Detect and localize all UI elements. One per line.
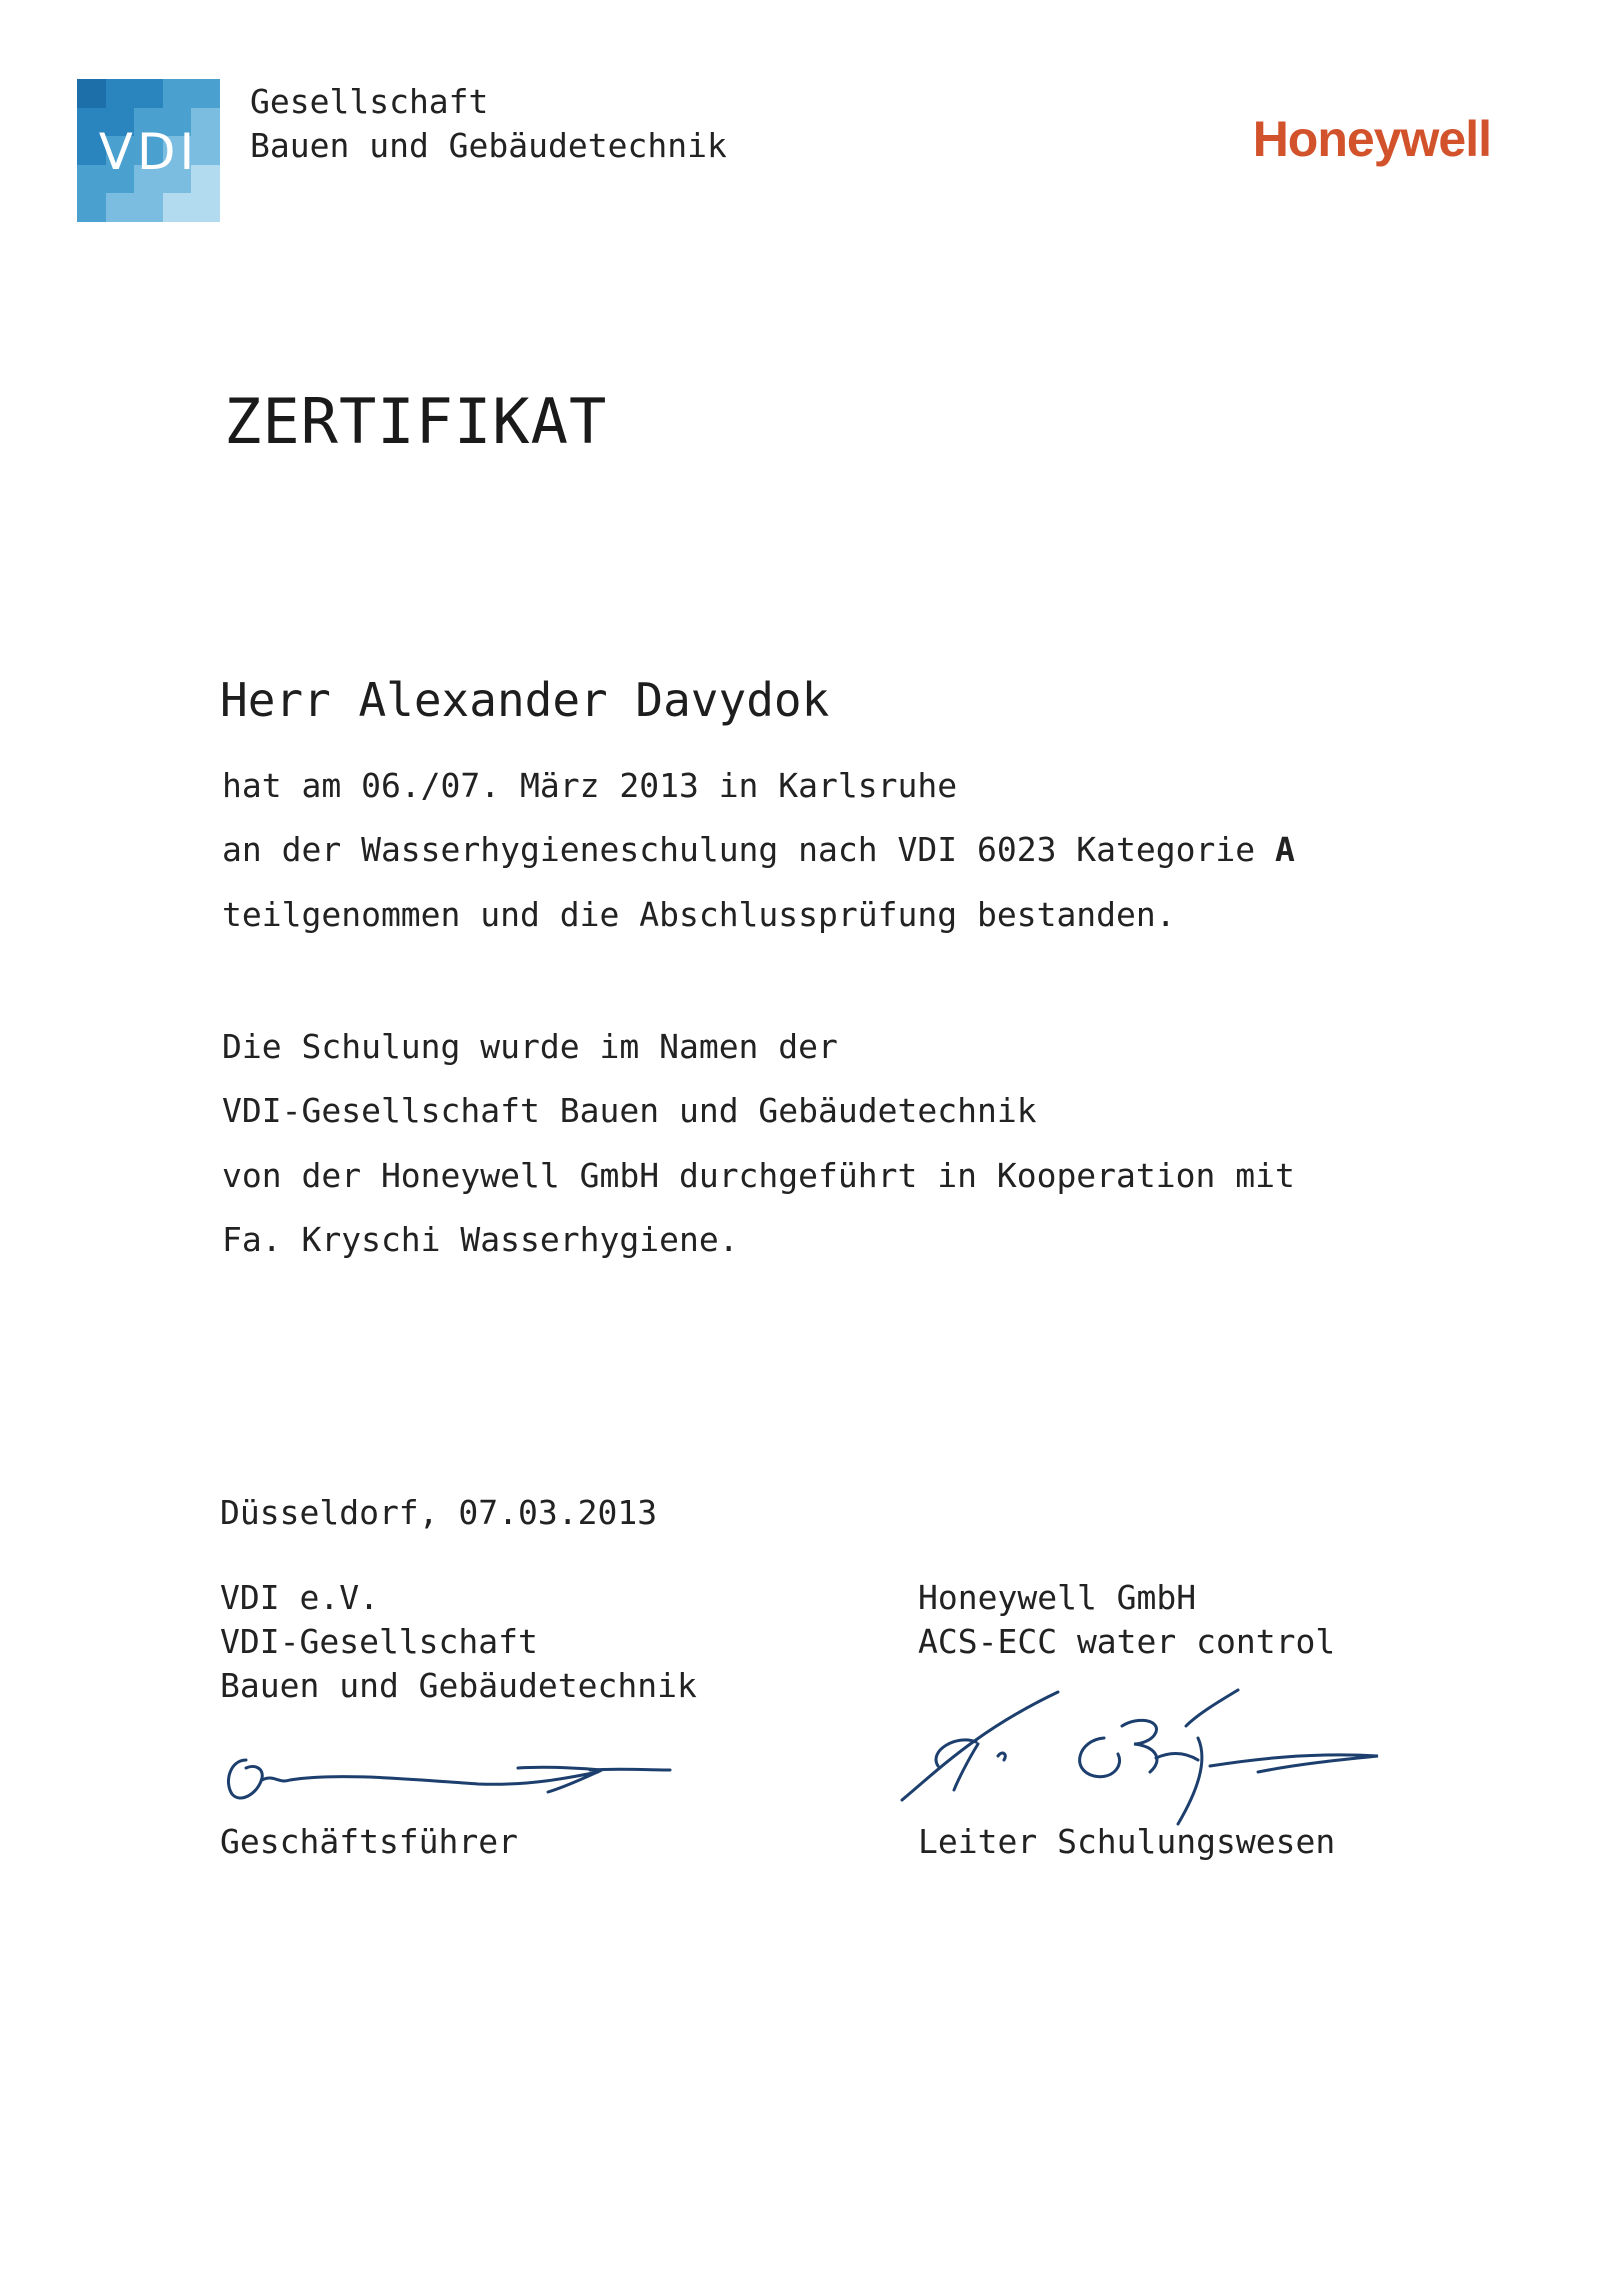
vdi-mosaic-tile [163, 79, 192, 108]
honeywell-logo: Honeywell [1252, 111, 1491, 167]
vdi-mosaic-tile [191, 193, 220, 222]
body-line-date-location: hat am 06./07. März 2013 in Karlsruhe [222, 766, 958, 805]
vdi-mosaic-tile [163, 193, 192, 222]
vdi-signatory-line-1: VDI e.V. [220, 1578, 379, 1617]
course-category: A [1275, 830, 1295, 869]
body-line-result: teilgenommen und die Abschlussprüfung bestanden. [222, 895, 1176, 934]
body-line-society: VDI-Gesellschaft Bauen und Gebäudetechnik [222, 1091, 1037, 1130]
vdi-mosaic-tile [134, 79, 163, 108]
vdi-mosaic-tile [191, 79, 220, 108]
recipient-name: Herr Alexander Davydok [220, 673, 830, 727]
course-text: an der Wasserhygieneschulung nach VDI 6023 Kategorie [222, 830, 1275, 869]
body-line-course [222, 830, 1295, 869]
body-line-partner: Fa. Kryschi Wasserhygiene. [222, 1220, 739, 1259]
honeywell-signature [898, 1680, 1398, 1840]
body-line-conducted-by: von der Honeywell GmbH durchgeführt in Kooperation mit [222, 1156, 1295, 1195]
vdi-logo [77, 79, 220, 222]
vdi-signature [218, 1720, 678, 1810]
body-line-on-behalf: Die Schulung wurde im Namen der [222, 1027, 838, 1066]
vdi-mosaic-tile [77, 193, 106, 222]
honeywell-signatory-role: Leiter Schulungswesen [918, 1822, 1336, 1861]
vdi-mosaic-tile [134, 193, 163, 222]
certificate-title: ZERTIFIKAT [224, 385, 608, 458]
org-name-line-2: Bauen und Gebäudetechnik [250, 126, 727, 165]
honeywell-signatory-line-1: Honeywell GmbH [918, 1578, 1197, 1617]
vdi-signatory-block [220, 1576, 697, 1708]
honeywell-signatory-line-2: ACS-ECC water control [918, 1622, 1336, 1661]
vdi-mosaic-tile [77, 79, 106, 108]
place-and-date: Düsseldorf, 07.03.2013 [220, 1493, 658, 1532]
vdi-signatory-line-3: Bauen und Gebäudetechnik [220, 1666, 697, 1705]
vdi-mosaic-tile [106, 79, 135, 108]
honeywell-signatory-block [918, 1576, 1335, 1664]
vdi-signatory-role: Geschäftsführer [220, 1822, 519, 1861]
org-name-line-1: Gesellschaft [250, 82, 489, 121]
vdi-signatory-line-2: VDI-Gesellschaft [220, 1622, 538, 1661]
vdi-mosaic-tile [106, 193, 135, 222]
vdi-logo-text: VDI [98, 123, 199, 181]
